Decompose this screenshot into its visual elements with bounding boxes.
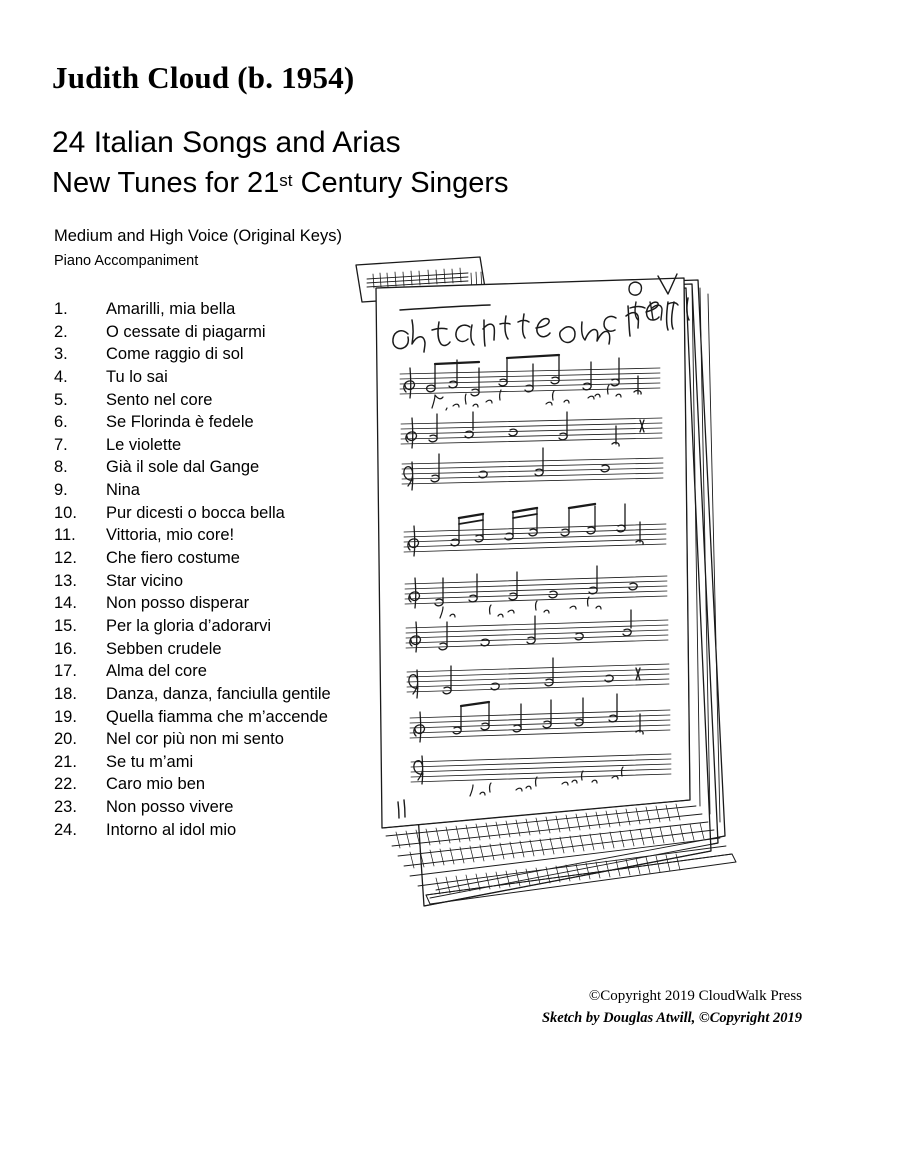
song-title: Già il sole dal Gange bbox=[106, 458, 260, 477]
song-title: Se tu m’ami bbox=[106, 752, 194, 771]
list-item bbox=[54, 481, 384, 504]
song-number: 12. bbox=[54, 549, 77, 568]
song-number: 11. bbox=[54, 526, 76, 545]
song-title: Alma del core bbox=[106, 662, 207, 681]
accompaniment-line: Piano Accompaniment bbox=[54, 253, 199, 269]
song-title: Sento nel core bbox=[106, 390, 213, 409]
song-title: Pur dicesti o bocca bella bbox=[106, 503, 285, 522]
song-title: Come raggio di sol bbox=[106, 345, 244, 364]
subtitle-pre: New Tunes for 21 bbox=[52, 167, 280, 199]
list-item bbox=[54, 730, 384, 753]
song-number: 24. bbox=[54, 820, 77, 839]
song-number: 22. bbox=[54, 775, 77, 794]
list-item bbox=[54, 345, 384, 368]
list-item bbox=[54, 526, 384, 549]
list-item bbox=[54, 368, 384, 391]
copyright-notice: ©Copyright 2019 CloudWalk Press bbox=[588, 988, 802, 1004]
song-title: Non posso disperar bbox=[106, 594, 250, 613]
song-number: 5. bbox=[54, 390, 68, 409]
song-title: Vittoria, mio core! bbox=[106, 526, 235, 545]
song-title: Danza, danza, fanciulla gentile bbox=[106, 684, 331, 703]
voice-range-line: Medium and High Voice (Original Keys) bbox=[54, 227, 342, 245]
song-number: 23. bbox=[54, 798, 77, 817]
song-number: 2. bbox=[54, 322, 68, 341]
list-item bbox=[54, 662, 384, 685]
song-number: 21. bbox=[54, 752, 77, 771]
song-title: Tu lo sai bbox=[106, 367, 168, 386]
list-item bbox=[54, 685, 384, 708]
song-number: 20. bbox=[54, 730, 77, 749]
list-item bbox=[54, 572, 384, 595]
song-title: Caro mio ben bbox=[106, 775, 206, 794]
song-number: 14. bbox=[54, 594, 77, 613]
page-title: 24 Italian Songs and Arias bbox=[52, 126, 401, 159]
song-title: Le violette bbox=[106, 435, 182, 454]
song-title: Intorno al idol mio bbox=[106, 820, 237, 839]
song-title: Amarilli, mia bella bbox=[106, 300, 236, 318]
song-number: 18. bbox=[54, 684, 77, 703]
list-item bbox=[54, 708, 384, 731]
song-number: 13. bbox=[54, 571, 77, 590]
list-item bbox=[54, 504, 384, 527]
song-number: 1. bbox=[54, 300, 68, 318]
list-item bbox=[54, 391, 384, 414]
list-item bbox=[54, 798, 384, 821]
song-title: Che fiero costume bbox=[106, 549, 240, 568]
composer-name: Judith Cloud (b. 1954) bbox=[52, 60, 355, 95]
song-title: Quella fiamma che m’accende bbox=[106, 707, 328, 726]
list-item bbox=[54, 458, 384, 481]
song-number: 8. bbox=[54, 458, 68, 477]
list-item bbox=[54, 436, 384, 459]
list-item bbox=[54, 775, 384, 798]
list-item bbox=[54, 413, 384, 436]
song-number: 6. bbox=[54, 413, 68, 432]
song-number: 10. bbox=[54, 503, 77, 522]
song-title: Star vicino bbox=[106, 571, 184, 590]
song-number: 19. bbox=[54, 707, 77, 726]
page-subtitle bbox=[52, 167, 509, 200]
subtitle-ordinal: st bbox=[279, 171, 293, 190]
song-title: Non posso vivere bbox=[106, 798, 234, 817]
list-item bbox=[54, 753, 384, 776]
song-number: 17. bbox=[54, 662, 77, 681]
song-number: 3. bbox=[54, 345, 68, 364]
list-item bbox=[54, 594, 384, 617]
subtitle-post: Century Singers bbox=[292, 167, 509, 199]
song-number: 16. bbox=[54, 639, 77, 658]
list-item bbox=[54, 323, 384, 346]
list-item bbox=[54, 617, 384, 640]
contents-list bbox=[54, 300, 384, 843]
list-item bbox=[54, 300, 384, 323]
song-number: 9. bbox=[54, 481, 68, 500]
manuscript-sketch-illustration bbox=[340, 240, 820, 920]
song-title: Sebben crudele bbox=[106, 639, 222, 658]
song-title: Nel cor più non mi sento bbox=[106, 730, 284, 749]
list-item bbox=[54, 549, 384, 572]
song-title: Per la gloria d’adorarvi bbox=[106, 616, 272, 635]
song-number: 15. bbox=[54, 616, 77, 635]
sketch-credit: Sketch by Douglas Atwill, ©Copyright 2019 bbox=[541, 1010, 802, 1026]
list-item bbox=[54, 821, 384, 844]
song-number: 7. bbox=[54, 435, 68, 454]
song-title: Se Florinda è fedele bbox=[106, 413, 254, 432]
song-number: 4. bbox=[54, 367, 68, 386]
list-item bbox=[54, 640, 384, 663]
song-title: O cessate di piagarmi bbox=[106, 322, 266, 341]
song-title: Nina bbox=[106, 481, 140, 500]
